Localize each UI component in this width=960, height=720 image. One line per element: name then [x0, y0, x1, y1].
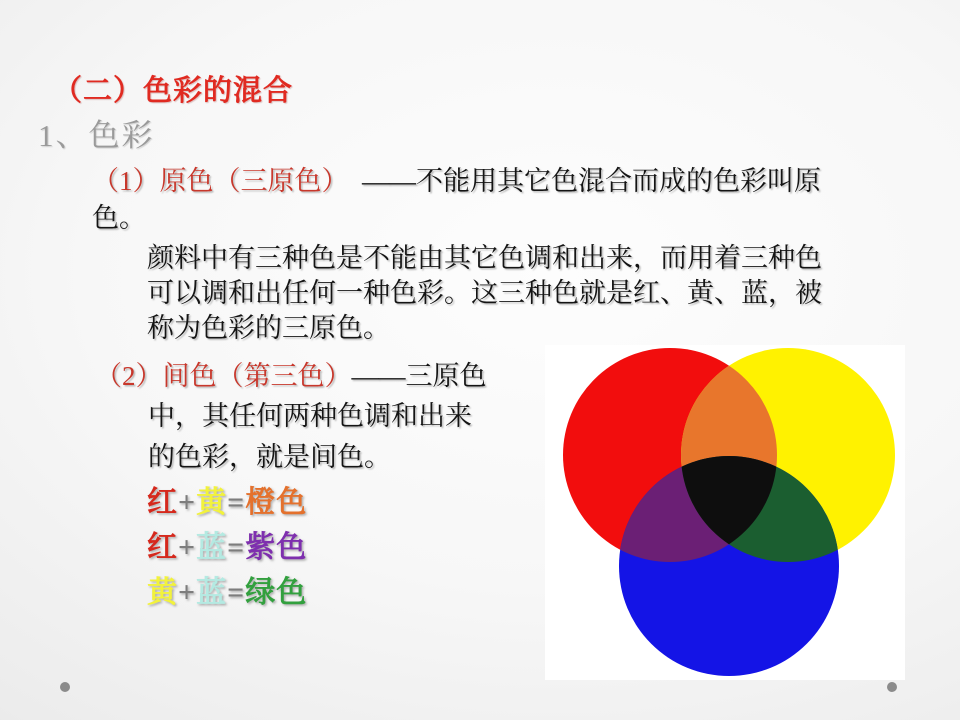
- primary-color-definition: [92, 163, 821, 237]
- decoration-dot-left: [60, 682, 70, 692]
- plus-sign: +: [178, 531, 197, 564]
- equals-sign: =: [227, 486, 246, 519]
- formula-operand: 蓝: [196, 576, 228, 609]
- secondary-color-label: （2）间色（第三色）: [95, 361, 352, 391]
- secondary-color-definition: [95, 354, 487, 393]
- paragraph-line-3: 称为色彩的三原色。: [147, 313, 390, 343]
- plus-sign: +: [178, 486, 197, 519]
- primary-color-paragraph: [147, 241, 822, 346]
- mix-formula-red-yellow-orange: [147, 477, 307, 521]
- slide-title: （二）色彩的混合: [53, 75, 294, 107]
- color-mixing-venn-diagram: [545, 345, 905, 680]
- slide-subtitle: 1、色彩: [38, 118, 155, 153]
- mix-formula-yellow-blue-green: [147, 567, 307, 611]
- venn-image: [545, 345, 905, 680]
- mix-formula-red-blue-purple: [147, 522, 307, 566]
- paragraph-line-2: 可以调和出任何一种色彩。这三种色就是红、黄、蓝，被: [147, 278, 822, 308]
- formula-result: 绿色: [245, 576, 308, 609]
- formula-operand: 红: [147, 486, 178, 519]
- formula-operand: 黄: [196, 486, 228, 519]
- secondary-definition-line-2: 中，其任何两种色调和出来: [148, 401, 472, 431]
- formula-operand: 红: [147, 531, 178, 564]
- formula-operand: 蓝: [196, 531, 228, 564]
- primary-color-label: （1）原色（三原色）: [92, 166, 335, 196]
- plus-sign: +: [178, 576, 197, 609]
- formula-result: 紫色: [245, 531, 308, 564]
- formula-operand: 黄: [147, 576, 178, 609]
- primary-color-definition-text: ——不能用其它色混合而成的色彩叫原: [335, 166, 821, 196]
- formula-result: 橙色: [245, 486, 308, 519]
- secondary-definition-line-3: 的色彩，就是间色。: [148, 442, 391, 472]
- secondary-color-definition-text: ——三原色: [351, 361, 487, 391]
- equals-sign: =: [227, 531, 246, 564]
- equals-sign: =: [227, 576, 246, 609]
- primary-color-definition-wrap: 色。: [92, 203, 146, 233]
- decoration-dot-right: [887, 682, 897, 692]
- paragraph-line-1: 颜料中有三种色是不能由其它色调和出来，而用着三种色: [147, 243, 822, 273]
